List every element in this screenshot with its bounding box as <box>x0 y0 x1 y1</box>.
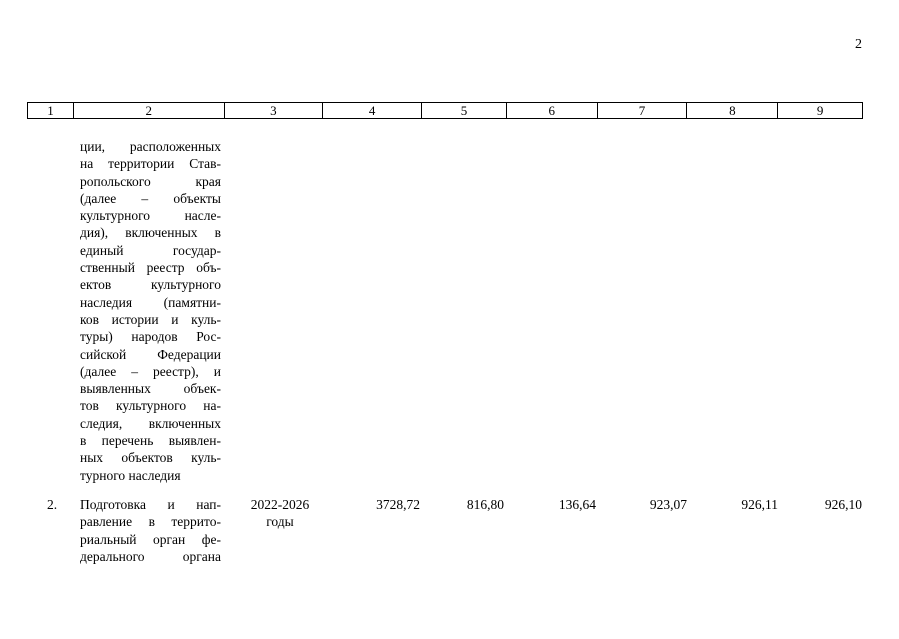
description-line: турного наследия <box>80 467 181 483</box>
column-header-6: 6 <box>507 103 598 118</box>
table-header-row <box>27 102 863 119</box>
description-line: ственный реестр объ- <box>80 260 221 276</box>
description-line: ных объектов куль- <box>80 450 221 466</box>
description-line: Подготовка и нап- <box>80 497 221 512</box>
description-line: наследия (памятни- <box>80 294 221 310</box>
continued-description-cell <box>80 138 221 484</box>
description-line: (далее – объекты <box>80 190 221 206</box>
description-line: (далее – реестр), и <box>80 363 221 379</box>
description-line: туры) народов Рос- <box>80 329 221 345</box>
column-header-7: 7 <box>598 103 688 118</box>
column-header-2: 2 <box>74 103 225 118</box>
description-line: сийской Федерации <box>80 346 221 362</box>
value-column-6: 136,64 <box>558 497 596 512</box>
description-line: риальный орган фе- <box>80 531 221 547</box>
period-years: 2022-2026 <box>250 497 310 512</box>
description-line: ков истории и куль- <box>80 311 221 327</box>
description-line: выявленных объек- <box>80 381 221 397</box>
description-line: ропольского края <box>80 173 221 189</box>
column-header-8: 8 <box>687 103 778 118</box>
value-column-5: 816,80 <box>466 497 504 512</box>
column-header-9: 9 <box>816 103 824 118</box>
value-column-4: 3728,72 <box>376 497 420 512</box>
description-line: культурного насле- <box>80 208 221 224</box>
description-line: дия), включенных в <box>80 225 221 241</box>
description-line: равление в террито- <box>80 514 221 530</box>
description-line: в перечень выявлен- <box>80 433 221 449</box>
period-unit: годы <box>266 514 294 530</box>
description-line: следия, включенных <box>80 415 221 431</box>
description-line: на территории Став- <box>80 156 221 172</box>
row-2-description-cell <box>80 496 221 565</box>
row-number: 2. <box>47 497 58 512</box>
page-number: 2 <box>855 37 862 52</box>
column-header-4: 4 <box>323 103 422 118</box>
column-header-5: 5 <box>422 103 507 118</box>
value-column-9: 926,10 <box>824 497 862 512</box>
value-column-7: 923,07 <box>649 497 687 512</box>
period-cell <box>235 496 325 531</box>
description-line: тов культурного на- <box>80 398 221 414</box>
description-line: ции, расположенных <box>80 139 221 154</box>
value-column-8: 926,11 <box>741 497 778 512</box>
description-line: ектов культурного <box>80 277 221 293</box>
description-line: единый государ- <box>80 242 221 258</box>
description-line: дерального органа <box>80 548 221 564</box>
column-header-1: 1 <box>28 103 74 118</box>
column-header-3: 3 <box>225 103 324 118</box>
